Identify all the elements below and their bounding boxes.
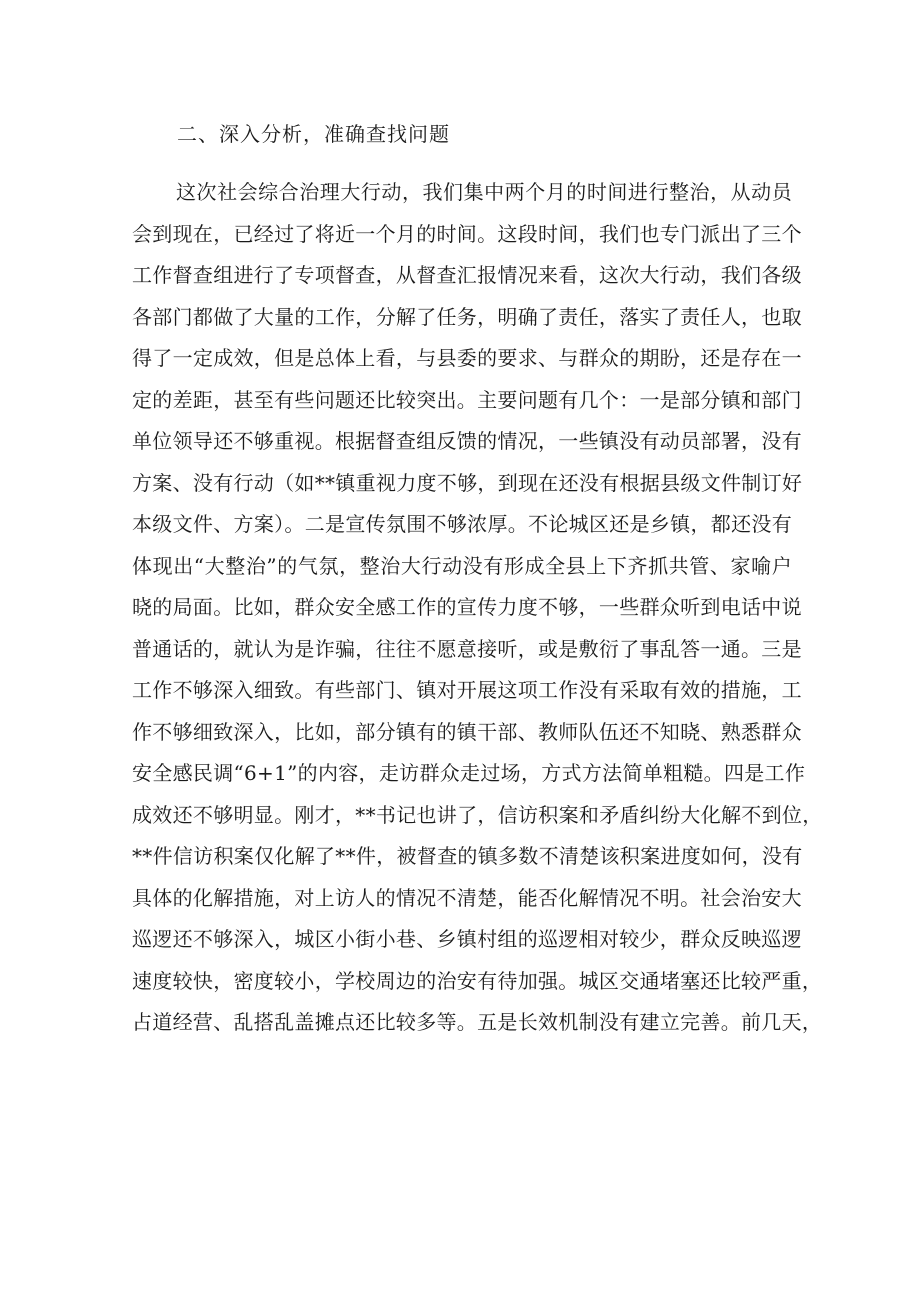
paragraph-line: 作不够细致深入，比如，部分镇有的镇干部、教师队伍还不知晓、熟悉群众 [132,719,802,744]
paragraph-line: 各部门都做了大量的工作，分解了任务，明确了责任，落实了责任人，也取 [132,304,802,329]
paragraph-line: 单位领导还不够重视。根据督查组反馈的情况，一些镇没有动员部署，没有 [132,429,802,453]
paragraph-line: 本级文件、方案）。二是宣传氛围不够浓厚。不论城区还是乡镇，都还没有 [132,512,792,536]
paragraph-line: 普通话的，就认为是诈骗，往往不愿意接听，或是敷衍了事乱答一通。三是 [132,636,802,661]
paragraph-line: 方案、没有行动（如**镇重视力度不够，到现在还没有根据县级文件制订好 [132,470,803,495]
paragraph-line: 巡逻还不够深入，城区小街小巷、乡镇村组的巡逻相对较少，群众反映巡逻 [132,927,802,951]
paragraph-line: 成效还不够明显。刚才，**书记也讲了，信访积案和矛盾纠纷大化解不到位， [132,802,823,827]
paragraph-line: 工作督查组进行了专项督查，从督查汇报情况来看，这次大行动，我们各级 [132,263,802,287]
body-paragraph [132,172,823,1044]
paragraph-line: **件信访积案仅化解了**件，被督查的镇多数不清楚该积案进度如何，没有 [132,844,803,868]
section-heading: 二、深入分析，准确查找问题 [177,122,450,146]
paragraph-line: 具体的化解措施，对上访人的情况不清楚，能否化解情况不明。社会治安大 [132,885,802,910]
paragraph-line: 得了一定成效，但是总体上看，与县委的要求、与群众的期盼，还是存在一 [132,346,802,370]
paragraph-line: 晓的局面。比如，群众安全感工作的宣传力度不够，一些群众听到电话中说 [132,595,802,619]
paragraph-line: 工作不够深入细致。有些部门、镇对开展这项工作没有采取有效的措施，工 [132,678,802,702]
paragraph-line: 定的差距，甚至有些问题还比较突出。主要问题有几个：一是部分镇和部门 [132,387,802,412]
paragraph-line: 占道经营、乱搭乱盖摊点还比较多等。五是长效机制没有建立完善。前几天， [132,1010,823,1034]
paragraph-line: 会到现在，已经过了将近一个月的时间。这段时间，我们也专门派出了三个 [132,221,802,246]
paragraph-line: 这次社会综合治理大行动，我们集中两个月的时间进行整治，从动员 [176,180,792,204]
paragraph-line: 速度较快，密度较小，学校周边的治安有待加强。城区交通堵塞还比较严重， [132,968,823,993]
paragraph-line: 安全感民调“6+1”的内容，走访群众走过场，方式方法简单粗糙。四是工作 [132,761,806,785]
paragraph-line: 体现出“大整治”的气氛，整治大行动没有形成全县上下齐抓共管、家喻户 [132,553,792,578]
